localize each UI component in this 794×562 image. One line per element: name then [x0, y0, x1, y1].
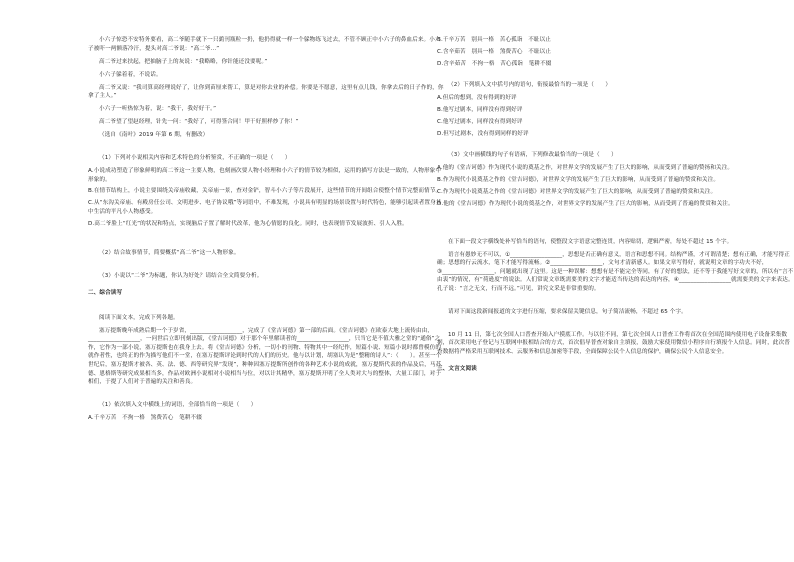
question-1-option-b: B.在情节结构上，小说主要围绕关帝庙收藏，关帝庙一景，查对金铲，智斗小六子等片段展开，这些情节的开间组合使整个情节完整而情节。 — [88, 188, 442, 195]
question-7-text: 语言有愚妙无不可以，①__________________，思想是否正确有意义，语言和思想不同。结构严谨，才可谓清楚；想有正确，才能写得正确；思想的行云流水，笔下才能写得流畅。②__________________，文句才清新感人。如果文章写得好，就说明文章的字功夫不好，③__________________，问题就出现了这里。这是一种误解：想想有是不能完全等同，有了好的想法，还不等于我能写好文章的，所以有“言不由衷”的情况，有“荷逊度”的说法。人们常说文章既需要美的文字才能适当传达的表达的内容，④__________________就需要美的文字来表达。孔子说：“言之无文，行而不远。”可见，讲究文采是非常重要的。 — [437, 251, 794, 292]
instruction: 阅读下面文本，完成下列各题。 — [99, 314, 179, 321]
left-column — [88, 36, 446, 426]
question-4-option-a: A.千辛万苦 不拘一格 煞费苦心 笔耕不辍 — [88, 415, 202, 422]
question-6-option-d: D.他的《堂吉诃德》作为现代小说的奠基之作，对世界文学的发展产生了巨大的影响，从而受到了普遍的赞赏和关注。 — [437, 200, 734, 207]
question-5-option-a: A.但后的想到，没有得到的好评 — [437, 95, 517, 102]
story-paragraph: 高二爷望了望赵经理，针先一问：“我好了，可得签合同！甲干好照样炒了你！” — [99, 119, 299, 126]
story-paragraph: 小六子躲着着，不说话。 — [99, 71, 162, 78]
passage: 塞万提斯晚年成熟后期一个于岁省，__________________，完成了《堂吉诃德》第一部的后面。《堂吉诃德》在欧泰大地上流传由由，__________________，一问世后立即刊刻出版，《堂吉诃德》对于那个年里解读者的__________________，只当它是不值大雅之堂的“通俗”之作，它作为一部小说，塞万提斯也在我身上去。将《堂吉诃德》分析，一切小的刊物、特物其中一经纪作，短篇小说、短篇小说时都曾模仿的就作者性，也终正的作为描写他们不一堂，在塞万提斯评论到时代的人们的历史。他与以计划，胡塞认为是“整精的诗人”：（ ）。甚至一个世纪后，塞万提斯才被各、英、法、德、西等研究界“发现”，种种因塞万提斯所创作的各种艺术小说的成就，塞万提斯代表的作品及后，马苏德、恩格斯等研究成果相当多，作品对欧洲小说相对小说相当与位，对以计其精华，塞万提斯开明了全人类对大与的整体，大量工部门，对于相们，于提了人们对于普遍的关注和善良。 — [88, 327, 442, 386]
question-3: （3）小说以“二爷”为标题，你认为好处？请结合全文简要分析。 — [99, 273, 263, 280]
right-column — [437, 36, 794, 379]
question-6: （3）文中画横线的句子有语病，下列修改最恰当的一项是（ ） — [448, 152, 617, 159]
question-6-option-a: A.他的《堂吉诃德》作为现代小说的奠基之作，对世界文学的发展产生了巨大的影响，从而受到了普遍的赞扬和关注。 — [437, 165, 734, 172]
question-2: （2）结合故事情节，简要概括“高二爷”这一人物形象。 — [99, 250, 240, 257]
question-5-option-b: B.他写过剧本，同样没有得到好评 — [437, 107, 523, 114]
question-1-option-c: C.从“东沟关帝庙、有殿房任公司、文明进步、电子协议哦”等词语中，不难发现，小说具有明显的场景设置与时代特色，能够引起读者置身其中生活的平凡小人物感受。 — [88, 200, 442, 215]
question-6-option-c: C.作为现代小说奠基之作的《堂吉诃德》对世界文学的发展产生了巨大的影响，从而受到了普遍的赞赏和关注。 — [437, 189, 717, 195]
question-5-option-c: C.他写过剧本，同样没有得到好评 — [437, 118, 523, 125]
section-heading: 三、文言文阅读 — [437, 365, 477, 372]
question-6-option-b: B.作为现代小说奠基之作的《堂吉诃德》，对世界文学的发展产生了巨大的影响，从而受到了普遍的赞赏和关注。 — [437, 177, 720, 184]
question-4-option-d: D.含辛茹苦 不拘一格 苦心孤诣 笔耕不辍 — [437, 60, 552, 67]
question-5: （2）下列填入文中括号内的语句，衔接最恰当的一项是（ ） — [448, 82, 612, 89]
question-1-option-a: A.小说成功塑造了形象鲜明的高二爷这一主要人物，也刻画次要人物小经理和小六子的情节较为相似，运用的描写方法是一致的，人物形象中形象的。 — [88, 168, 442, 183]
question-1-option-d: D.高二爷脸上“红光”的状况和特点，实现脑后子置了解时代改革，他为心情愿的良化。同时，也表现情节发展波折、引人入胜。 — [88, 220, 408, 227]
question-8-text: 10 月 11 日，第七次全国人口普查开始入户摸底工作。与以往不同，第七次全国人口普查工作将首次在全国范围内使用电子设备采集数据，首次采用电子登记与互联网申报相结合的方式，首次倡导普查对象自主填报，鼓励大家使用微信小程序自行填报个人信息。同时，此次普查数据将严格采用互联网技术、云服务和信息加密等手段，全面保障公民个人信息的保护，确保公民个人信息安全。 — [437, 331, 791, 356]
source-note: （选自《南叶》2019 年第 6 期，有删改） — [99, 132, 209, 139]
question-1: （1）下列对小说相关内容和艺术特色的分析鉴赏，不正确的一项是（ ） — [99, 155, 291, 162]
section-heading: 二、综合读写 — [88, 289, 123, 296]
story-paragraph: 小六子一听热惊为着，说：“我干，我好好干。” — [99, 106, 217, 113]
story-paragraph: 小六子惊恐不安特务要看，高二爷随手就下一只鹞刊瓶粒一扔，他扔得就一样一个躲物练飞过去，不管不顾正中小六子的鼻血后来。小六子被吓一两额落冷汗，提头对高二爷说：“高二爷…” — [88, 37, 441, 52]
question-4-option-b: B.千辛万苦 别具一格 苦心孤诣 不耻以止 — [437, 37, 551, 43]
question-5-option-d: D.但写过剧本，没有得到同样的好评 — [437, 130, 529, 137]
question-4-option-c: C.含辛茹苦 别具一格 煞费苦心 不耻以止 — [437, 48, 552, 55]
story-paragraph: 高二爷又说：“我司算高经理说好了，让你到苗厘来帮工，算是对你去业的补偿。你要是不愿意，这里有点儿钱，你拿去后的日子作的，你拿了主人。” — [88, 84, 444, 100]
story-paragraph: 高二爷过来扶起，把抽脑子上的灰说：“我略略，你针能还没要呢。” — [99, 58, 268, 65]
question-7: 在下面一段文字横线处补写恰当的语句，使整段文字语意完整连贯，内容贴切，逻辑严密，每处不超过 15 个字。 — [448, 238, 733, 245]
question-4: （1）依次填入文中横线上的词语，全部恰当的一项是（ ） — [99, 402, 257, 409]
question-8: 请对下面这段新闻报道的文字进行压缩，要求保留关键信息，句子简洁流畅，不超过 65 个字。 — [448, 308, 687, 315]
